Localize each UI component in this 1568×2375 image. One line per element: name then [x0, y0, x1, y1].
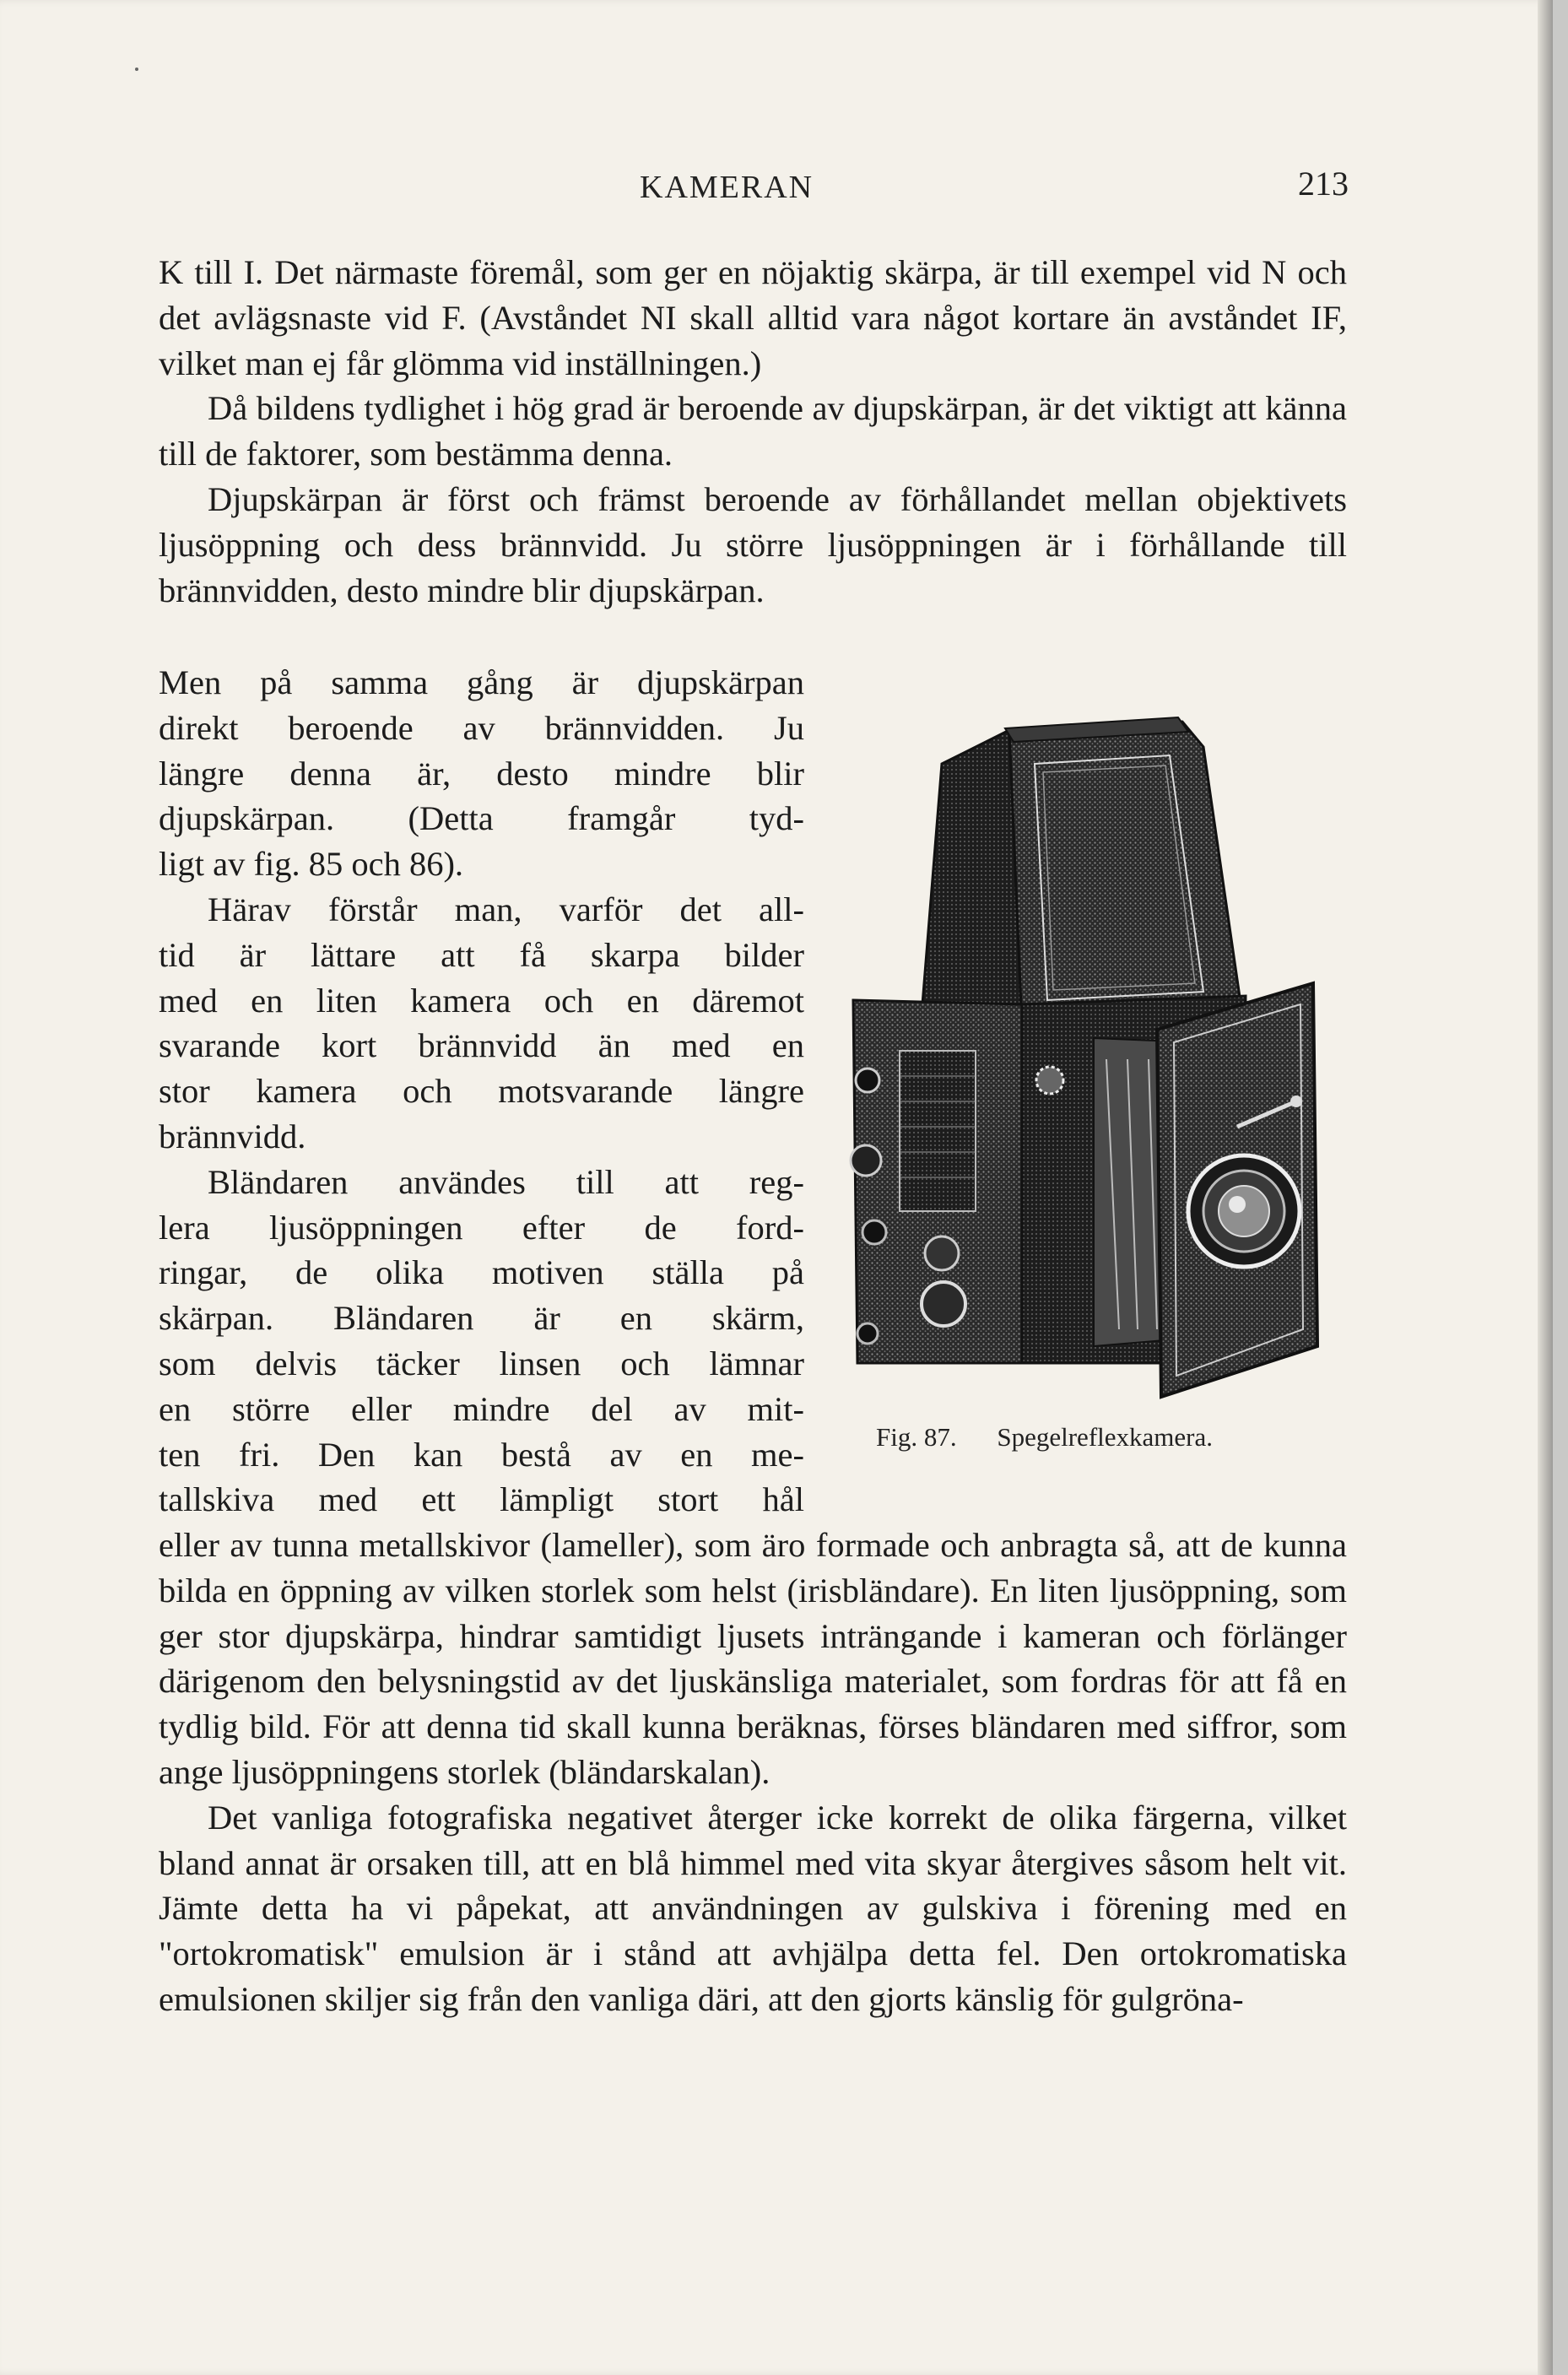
page-edge-shadow	[1538, 0, 1553, 2375]
text-line: med en liten kamera och en däremot	[159, 981, 804, 1020]
paragraph: Då bildens tydlighet i hög grad är beroende av djupskärpan, är det viktigt att känna till de faktorer, som bestämma denna.	[159, 389, 1347, 473]
text-line: ligt av fig. 85 och 86).	[159, 845, 464, 884]
text-line: skärpan. Bländaren är en skärm,	[159, 1299, 804, 1338]
body-text-top	[159, 250, 1347, 613]
paragraph: Det vanliga fotografiska negativet återger icke korrekt de olika färgerna, vilket bland annat är orsaken till, att en blå himmel med vita skyar återgives såsom helt vit. Jämte detta ha vi påpekat, att användningen av gulskiva i förening med en "ortokromatisk" emulsion är i stånd att avhjälpa detta fel. Den ortokromatiska emulsionen skiljer sig från den vanliga däri, att den gjorts känslig för gulgröna-	[159, 1798, 1347, 2018]
text-line: en större eller mindre del av mit-	[159, 1389, 804, 1428]
text-line: ten fri. Den kan bestå av en me-	[159, 1435, 804, 1474]
text-line: tid är lättare att få skarpa bilder	[159, 935, 804, 974]
running-title: KAMERAN	[640, 170, 814, 205]
figure-caption-text: Spegelreflexkamera.	[997, 1422, 1213, 1452]
text-line: svarande kort brännvidd än med en	[159, 1026, 804, 1065]
text-line: lera ljusöppningen efter de ford-	[159, 1208, 804, 1247]
text-line: Men på samma gång är djupskärpan	[159, 663, 804, 701]
print-speck	[135, 68, 138, 71]
paragraph: K till I. Det närmaste föremål, som ger en nöjaktig skärpa, är till exempel vid N och det avlägsnaste vid F. (Avståndet NI skall alltid vara något kortare än avståndet IF, vilket man ej får glömma vid inställningen.)	[159, 253, 1347, 382]
paragraph: eller av tunna metallskivor (lameller), som äro formade och anbragta så, att de kunna bilda en öppning av vilken storlek som helst (irisbländare). En liten ljusöppning, som ger stor djupskärpa, hindrar samtidigt ljusets inträngande i kameran och förlänger därigenom den belysningstid av det ljuskänsliga materialet, som fordras för att få en tydlig bild. För att denna tid skall kunna beräknas, förses bländaren med siffror, som ange ljusöppningens storlek (bländarskalan).	[159, 1526, 1347, 1791]
text-line: stor kamera och motsvarande längre	[159, 1072, 804, 1111]
page-number: 213	[1298, 165, 1349, 203]
body-text-wrapped	[159, 660, 804, 1523]
text-line: ringar, de olika motiven ställa på	[159, 1253, 804, 1292]
text-line: som delvis täcker linsen och lämnar	[159, 1344, 804, 1382]
text-line: Bländaren användes till att reg-	[208, 1162, 804, 1201]
figure-caption	[876, 1422, 1332, 1453]
body-text-bottom	[159, 1523, 1347, 2022]
figure-camera	[841, 705, 1347, 1414]
text-line: längre denna är, desto mindre blir	[159, 754, 804, 793]
text-line: brännvidd.	[159, 1117, 306, 1155]
page-header	[0, 165, 1553, 219]
text-line: djupskärpan. (Detta framgår tyd-	[159, 799, 804, 838]
text-line: tallskiva med ett lämpligt stort hål	[159, 1480, 804, 1519]
paragraph: Djupskärpan är först och främst beroende av förhållandet mellan objektivets ljusöppning och dess brännvidd. Ju större ljusöppningen är i förhållande till brännvidden, desto mindre blir djupskärpan.	[159, 479, 1347, 609]
figure-label: Fig. 87.	[876, 1422, 957, 1452]
text-line: Härav förstår man, varför det all-	[208, 890, 804, 928]
reflex-camera-icon	[841, 705, 1347, 1414]
text-line: direkt beroende av brännvidden. Ju	[159, 708, 804, 747]
